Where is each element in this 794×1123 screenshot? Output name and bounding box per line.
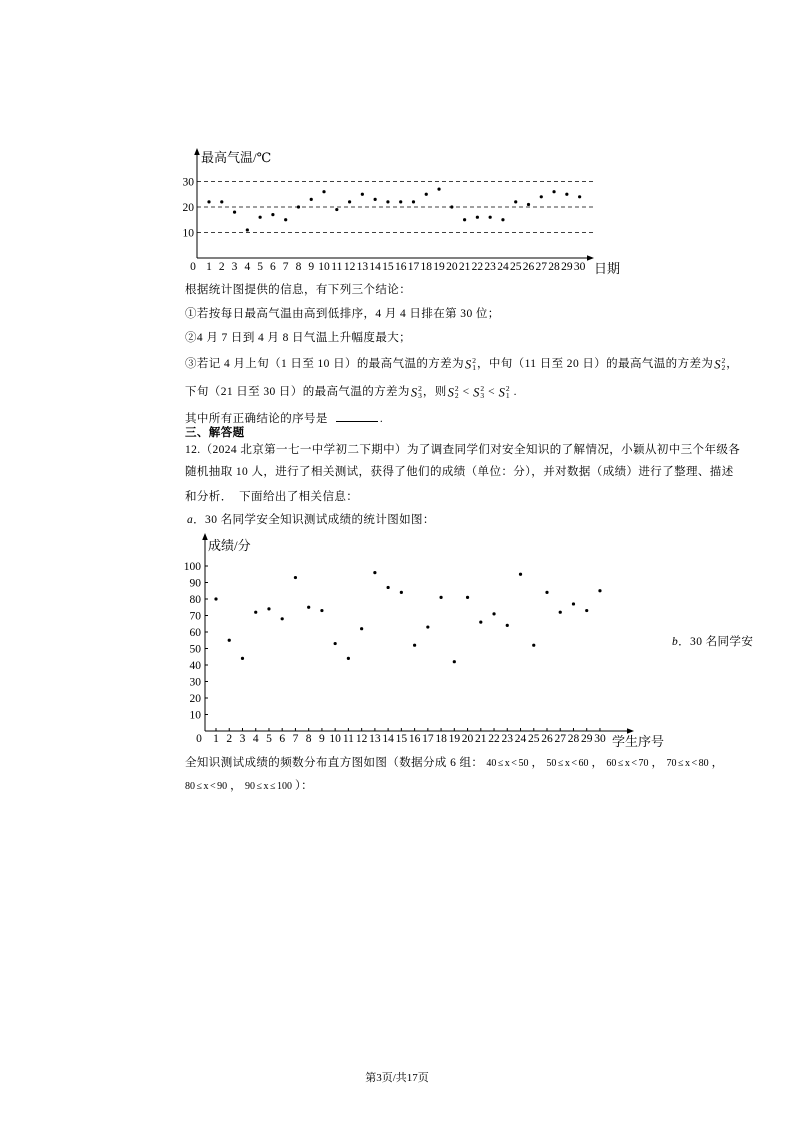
x-tick-label-26: 26 — [541, 733, 553, 745]
data-point-16 — [399, 200, 402, 203]
x-tick-label-3: 3 — [231, 261, 238, 273]
data-point-17 — [412, 200, 415, 203]
conclusion-3-text-b: ，中旬（11 日至 20 日）的最高气温的方差为 — [476, 358, 714, 370]
variance-sup: 2 — [472, 355, 476, 365]
item-b-continued-text: 全知识测试成绩的频数分布直方图如图（数据分成 6 组： — [185, 757, 484, 769]
group-range: 40 ≤ x < 50 — [486, 758, 529, 769]
data-point-2 — [228, 639, 231, 642]
x-tick-label-12: 12 — [355, 733, 368, 745]
x-tick-label-9: 9 — [308, 261, 315, 273]
conclusion-1: ①若按每日最高气温由高到低排序，4 月 4 日排在第 30 位； — [185, 308, 500, 320]
q12-line-1: 12.（2024 北京第一七一中学初二下期中）为了调查同学们对安全知识的了解情况，小颖从初中三个年级各 — [185, 444, 741, 456]
item-b-end: ）： — [295, 780, 314, 792]
x-tick-label-29: 29 — [580, 733, 593, 745]
data-point-3 — [241, 657, 244, 660]
conclusion-2: ②4 月 7 日到 4 月 8 日气温上升幅度最大； — [185, 332, 412, 344]
x-tick-label-8: 8 — [295, 261, 302, 273]
data-point-21 — [463, 218, 466, 221]
data-point-3 — [233, 211, 236, 214]
conclusion-3-text-a: ③若记 4 月上旬（1 日至 10 日）的最高气温的方差为 — [185, 358, 464, 370]
x-tick-label-18: 18 — [420, 261, 433, 273]
item-a — [187, 512, 435, 528]
variance-symbol: S — [447, 385, 454, 400]
x-tick-label-20: 20 — [446, 261, 458, 273]
variance-symbol: S — [410, 385, 418, 400]
separator: ， — [230, 780, 243, 792]
variance-sup: 2 — [505, 383, 510, 393]
answer-blank — [336, 410, 378, 422]
page-footer: 第3页/共17页 — [365, 1072, 429, 1084]
x-tick-label-14: 14 — [369, 261, 381, 273]
group-range: 60 ≤ x < 70 — [606, 758, 649, 769]
x-tick-label-7: 7 — [282, 261, 289, 273]
data-point-30 — [578, 195, 581, 198]
x-tick-label-13: 13 — [369, 733, 381, 745]
x-tick-label-28: 28 — [548, 261, 560, 273]
data-point-27 — [559, 611, 562, 614]
data-point-10 — [322, 190, 325, 193]
y-tick-label-100: 100 — [183, 561, 201, 573]
data-point-20 — [466, 596, 469, 599]
data-point-23 — [506, 624, 509, 627]
y-axis-title: 成绩/分 — [208, 538, 251, 553]
data-point-4 — [254, 611, 257, 614]
variance-s1 — [465, 357, 476, 372]
x-tick-label-4: 4 — [244, 261, 251, 273]
variance-sub: 1 — [505, 391, 510, 401]
x-tick-label-25: 25 — [528, 733, 540, 745]
x-axis-title: 日期 — [594, 261, 621, 276]
separator: ， — [651, 757, 664, 769]
variance-sub: 2 — [454, 391, 459, 401]
data-point-26 — [545, 591, 548, 594]
less-than-sign: < — [488, 386, 495, 398]
x-tick-label-2: 2 — [226, 733, 233, 745]
data-point-7 — [294, 576, 297, 579]
x-tick-label-5: 5 — [257, 261, 263, 273]
y-tick-label-30: 30 — [182, 176, 194, 189]
y-tick-label-20: 20 — [182, 202, 194, 214]
data-point-14 — [387, 586, 390, 589]
variance-sup: 2 — [418, 383, 422, 393]
data-point-11 — [335, 208, 338, 211]
variance-s3 — [473, 385, 484, 400]
y-tick-label-40: 40 — [189, 660, 201, 672]
x-axis-title: 学生序号 — [612, 734, 665, 749]
y-axis-arrow — [194, 148, 200, 155]
data-point-19 — [453, 660, 456, 663]
q12-line-2: 随机抽取 10 人，进行了相关测试，获得了他们的成绩（单位：分），并对数据（成绩）进行了整理、描述 — [185, 466, 734, 478]
data-point-26 — [527, 203, 530, 206]
data-point-27 — [540, 195, 543, 198]
x-tick-label-22: 22 — [488, 733, 500, 745]
data-point-1 — [214, 597, 217, 600]
x-tick-label-15: 15 — [382, 261, 394, 273]
group-range: 90 ≤ x ≤ 100 — [245, 781, 293, 792]
data-point-2 — [220, 200, 223, 203]
variance-sup: 2 — [480, 383, 485, 393]
y-tick-label-30: 30 — [189, 676, 201, 689]
data-point-6 — [281, 617, 284, 620]
variance-sub: 3 — [418, 391, 422, 401]
data-point-20 — [450, 205, 453, 208]
data-point-7 — [284, 218, 287, 221]
conclusion-3-line-2 — [185, 384, 517, 400]
x-tick-label-15: 15 — [395, 733, 408, 745]
section-heading: 三、解答题 — [185, 427, 245, 439]
data-point-9 — [310, 198, 313, 201]
x-tick-label-11: 11 — [331, 261, 343, 273]
x-tick-label-24: 24 — [514, 733, 527, 745]
conclusion-3-text-c: ， — [726, 358, 739, 370]
x-tick-label-5: 5 — [266, 733, 272, 745]
x-tick-label-21: 21 — [475, 733, 487, 745]
variance-sub: 3 — [480, 391, 485, 401]
x-tick-label-9: 9 — [319, 733, 325, 745]
data-point-23 — [489, 216, 492, 219]
x-axis-arrow — [587, 255, 594, 261]
x-tick-label-27: 27 — [535, 261, 548, 273]
data-point-22 — [492, 612, 495, 615]
x-tick-label-17: 17 — [422, 733, 434, 745]
x-tick-label-12: 12 — [343, 261, 356, 273]
data-point-29 — [565, 193, 568, 196]
x-tick-label-17: 17 — [407, 261, 420, 273]
conclusion-3-text-e: ，则 — [422, 386, 447, 398]
y-tick-label-70: 70 — [189, 610, 201, 623]
x-tick-label-11: 11 — [342, 733, 354, 745]
variance-s3 — [411, 385, 422, 400]
data-point-10 — [334, 642, 337, 645]
x-tick-label-16: 16 — [408, 733, 421, 745]
y-tick-label-10: 10 — [189, 709, 201, 722]
x-tick-label-24: 24 — [497, 261, 509, 273]
data-point-28 — [572, 602, 575, 605]
x-tick-label-2: 2 — [218, 261, 225, 273]
separator: ， — [591, 757, 604, 769]
item-b-continued-line-1 — [185, 755, 724, 772]
y-tick-label-10: 10 — [182, 227, 194, 240]
x-tick-label-30: 30 — [594, 733, 606, 745]
data-point-8 — [297, 205, 300, 208]
x-tick-label-26: 26 — [522, 261, 535, 273]
variance-symbol: S — [498, 385, 505, 400]
data-point-9 — [320, 609, 323, 612]
data-point-11 — [347, 657, 350, 660]
group-range: 70 ≤ x < 80 — [666, 758, 709, 769]
data-point-18 — [439, 596, 442, 599]
separator: ， — [531, 757, 544, 769]
data-point-24 — [501, 218, 504, 221]
x-tick-label-22: 22 — [471, 261, 484, 273]
y-tick-label-60: 60 — [189, 627, 201, 639]
data-point-15 — [400, 591, 403, 594]
x-tick-label-21: 21 — [458, 261, 471, 273]
x-tick-label-23: 23 — [501, 733, 514, 745]
variance-s2 — [448, 385, 459, 400]
conclusions-intro: 根据统计图提供的信息，有下列三个结论： — [185, 284, 412, 296]
data-point-14 — [374, 198, 377, 201]
x-tick-label-28: 28 — [567, 733, 580, 745]
variance-sup: 2 — [721, 355, 726, 365]
x-tick-label-10: 10 — [318, 261, 330, 273]
data-point-28 — [552, 190, 555, 193]
data-point-17 — [426, 625, 429, 628]
variance-sub: 2 — [721, 363, 726, 373]
item-b — [672, 634, 753, 650]
item-b-text: ．30 名同学安 — [678, 636, 754, 648]
x-tick-label-10: 10 — [329, 733, 341, 745]
data-point-4 — [246, 228, 249, 231]
data-point-16 — [413, 644, 416, 647]
max-temperature-scatter-chart — [180, 145, 625, 280]
x-tick-label-23: 23 — [484, 261, 496, 273]
separator: ， — [711, 757, 724, 769]
data-point-21 — [479, 621, 482, 624]
item-a-label: a — [187, 514, 194, 526]
x-tick-label-1: 1 — [213, 733, 219, 745]
x-tick-label-18: 18 — [435, 733, 447, 745]
data-point-15 — [386, 200, 389, 203]
x-tick-label-19: 19 — [448, 733, 461, 745]
variance-symbol: S — [714, 357, 721, 372]
x-tick-label-1: 1 — [206, 261, 212, 273]
less-than-sign: < — [462, 386, 470, 398]
group-range: 50 ≤ x < 60 — [546, 758, 589, 769]
data-point-19 — [437, 188, 440, 191]
y-tick-label-90: 90 — [189, 577, 201, 590]
variance-s2 — [714, 357, 725, 372]
y-axis-title: 最高气温/℃ — [201, 150, 272, 165]
variance-s1 — [499, 385, 510, 400]
x-tick-label-13: 13 — [356, 261, 369, 273]
data-point-25 — [532, 644, 535, 647]
variance-symbol: S — [473, 385, 480, 400]
data-point-13 — [373, 571, 376, 574]
x-tick-label-27: 27 — [554, 733, 566, 745]
item-b-continued-line-2 — [185, 778, 313, 795]
data-point-18 — [425, 193, 428, 196]
data-point-24 — [519, 573, 522, 576]
data-point-8 — [307, 606, 310, 609]
q12-line-3: 和分析． 下面给出了相关信息： — [185, 491, 359, 503]
x-tick-label-3: 3 — [239, 733, 246, 745]
variance-symbol: S — [464, 357, 472, 372]
x-tick-label-14: 14 — [382, 733, 394, 745]
y-tick-label-50: 50 — [189, 643, 201, 656]
question-text: 其中所有正确结论的序号是 — [185, 413, 328, 425]
test-score-scatter-chart — [185, 530, 670, 752]
item-b-label: b — [672, 636, 679, 648]
y-axis-arrow — [202, 533, 208, 540]
period: . — [513, 386, 517, 398]
data-point-25 — [514, 200, 517, 203]
y-tick-label-20: 20 — [189, 693, 201, 705]
conclusion-3-text-d: 下旬（21 日至 30 日）的最高气温的方差为 — [185, 386, 410, 398]
x-tick-label-29: 29 — [561, 261, 573, 273]
data-point-5 — [259, 216, 262, 219]
data-point-6 — [271, 213, 274, 216]
variance-sub: 1 — [472, 363, 476, 373]
data-point-12 — [360, 627, 363, 630]
data-point-1 — [207, 200, 210, 203]
group-range: 80 ≤ x < 90 — [185, 781, 228, 792]
x-tick-label-30: 30 — [573, 261, 586, 273]
origin-label: 0 — [196, 733, 202, 745]
x-tick-label-16: 16 — [394, 261, 407, 273]
variance-sup: 2 — [454, 383, 459, 393]
conclusion-3-line-1 — [185, 356, 738, 372]
data-point-30 — [598, 589, 601, 592]
data-point-13 — [361, 193, 364, 196]
x-tick-label-25: 25 — [509, 261, 522, 273]
question-end: . — [379, 413, 384, 425]
x-tick-label-8: 8 — [305, 733, 312, 745]
x-tick-label-4: 4 — [252, 733, 259, 745]
data-point-29 — [585, 609, 588, 612]
item-a-text: ．30 名同学安全知识测试成绩的统计图如图： — [193, 514, 435, 526]
data-point-22 — [476, 216, 479, 219]
x-tick-label-19: 19 — [433, 261, 445, 273]
origin-label: 0 — [190, 261, 196, 273]
data-point-12 — [348, 200, 351, 203]
x-tick-label-6: 6 — [279, 733, 286, 745]
data-point-5 — [267, 607, 270, 610]
x-axis-arrow — [627, 728, 634, 734]
y-tick-label-80: 80 — [189, 594, 201, 606]
x-tick-label-7: 7 — [292, 733, 299, 745]
x-tick-label-20: 20 — [461, 733, 474, 745]
x-tick-label-6: 6 — [270, 261, 276, 273]
